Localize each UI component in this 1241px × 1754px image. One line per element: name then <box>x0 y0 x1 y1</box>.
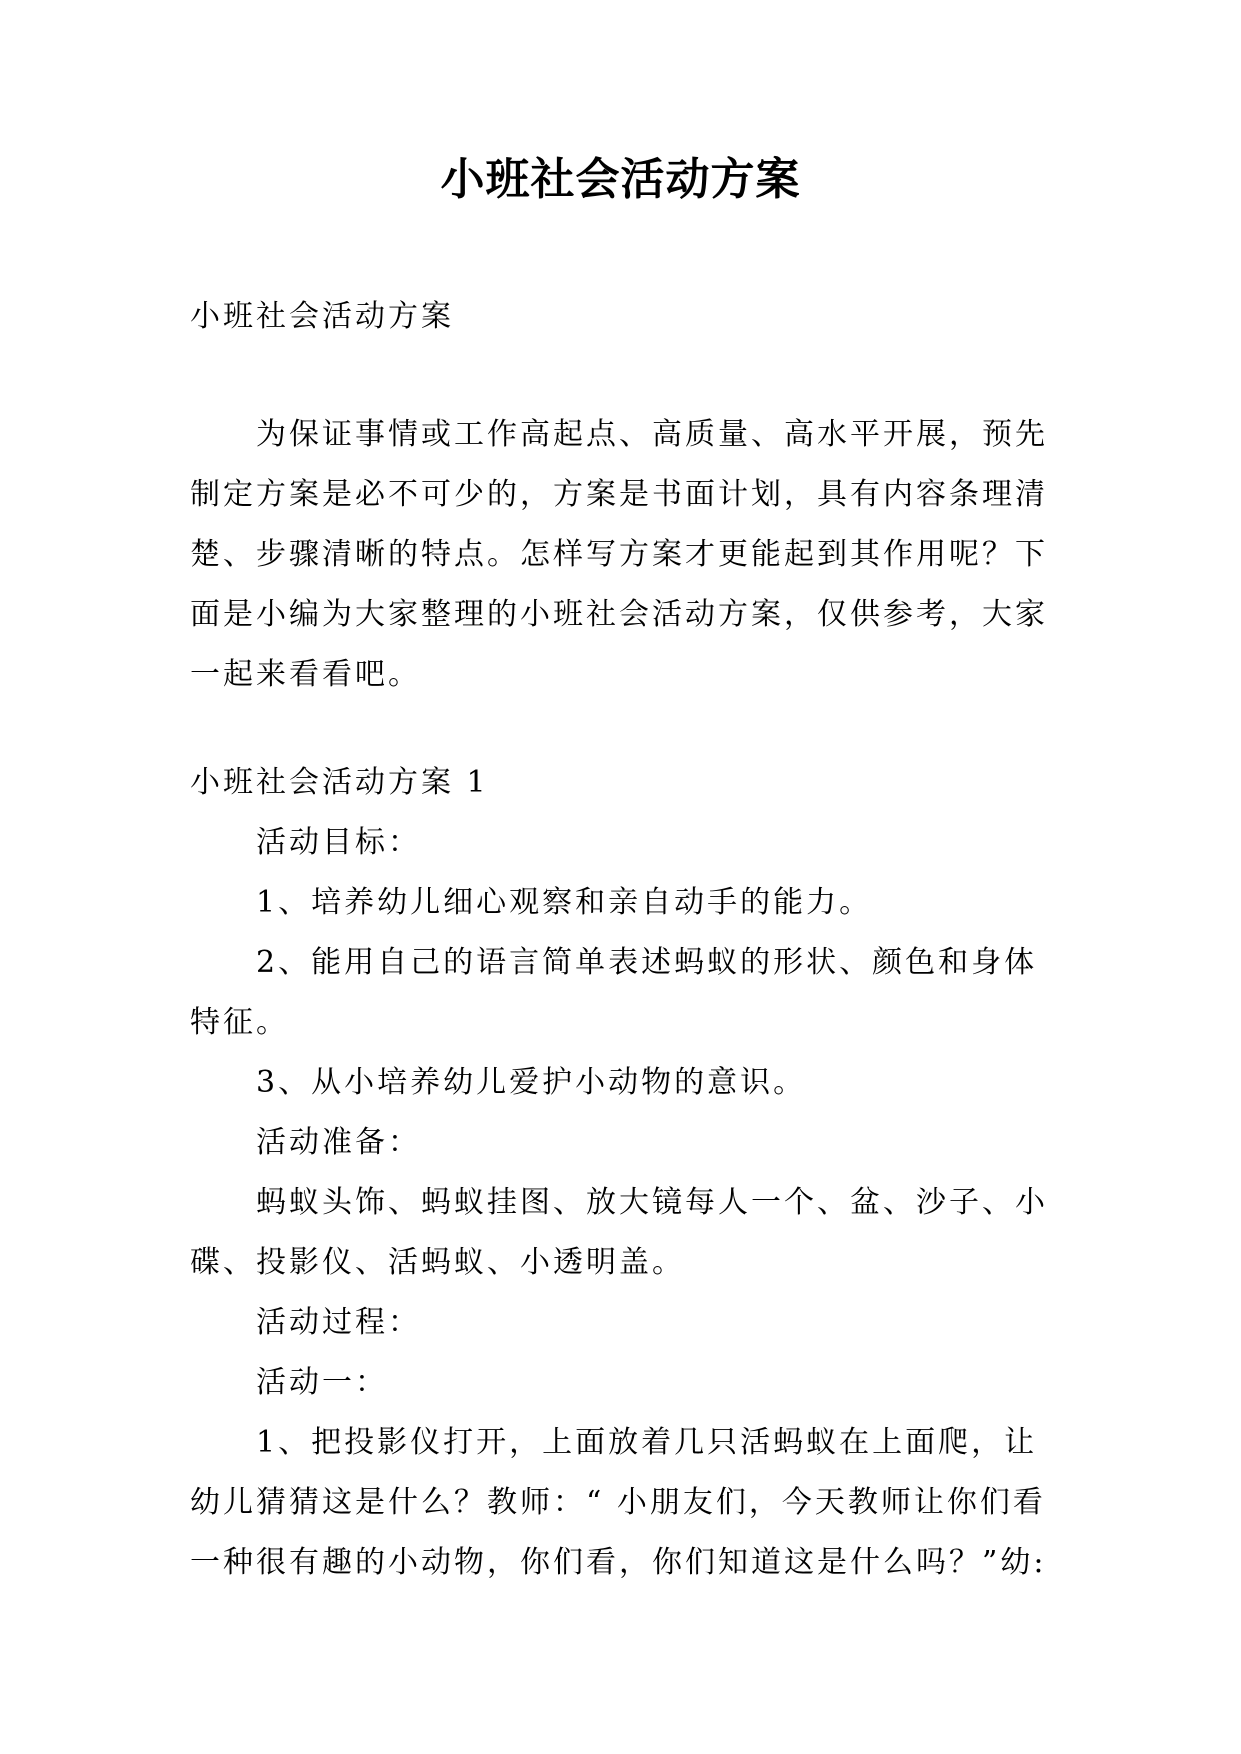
paragraph-prep-heading: 活动准备： <box>256 1125 421 1160</box>
paragraph-activity-one: 活动一： <box>256 1365 388 1400</box>
paragraph-goal-2: 2、能用自己的语言简单表述蚂蚁的形状、颜色和身体特征。 <box>190 945 1038 1040</box>
paragraph-process-heading: 活动过程： <box>256 1305 421 1340</box>
paragraph-goal-1: 1、培养幼儿细心观察和亲自动手的能力。 <box>256 885 873 920</box>
section-heading: 小班社会活动方案 1 <box>190 765 489 800</box>
document-subtitle: 小班社会活动方案 <box>190 299 454 334</box>
paragraph-goal-3: 3、从小培养幼儿爱护小动物的意识。 <box>256 1065 807 1100</box>
intro-paragraph: 为保证事情或工作高起点、高质量、高水平开展，预先制定方案是必不可少的，方案是书面计划，具有内容条理清楚、步骤清晰的特点。怎样写方案才更能起到其作用呢？下面是小编为大家整理的小班社会活动方案，仅供参考，大家一起来看看吧。 <box>190 417 1048 692</box>
section-block <box>190 753 1056 1593</box>
intro-block <box>190 405 1056 705</box>
paragraph-prep-materials: 蚂蚁头饰、蚂蚁挂图、放大镜每人一个、盆、沙子、小碟、投影仪、活蚂蚁、小透明盖。 <box>190 1185 1048 1280</box>
document-title: 小班社会活动方案 <box>440 154 801 205</box>
paragraph-goal-heading: 活动目标： <box>256 825 421 860</box>
paragraph-activity-step-1: 1、把投影仪打开，上面放着几只活蚂蚁在上面爬，让幼儿猜猜这是什么？教师：“ 小朋友们，今天教师让你们看一种很有趣的小动物，你们看，你们知道这是什么吗？”幼: <box>190 1425 1047 1580</box>
